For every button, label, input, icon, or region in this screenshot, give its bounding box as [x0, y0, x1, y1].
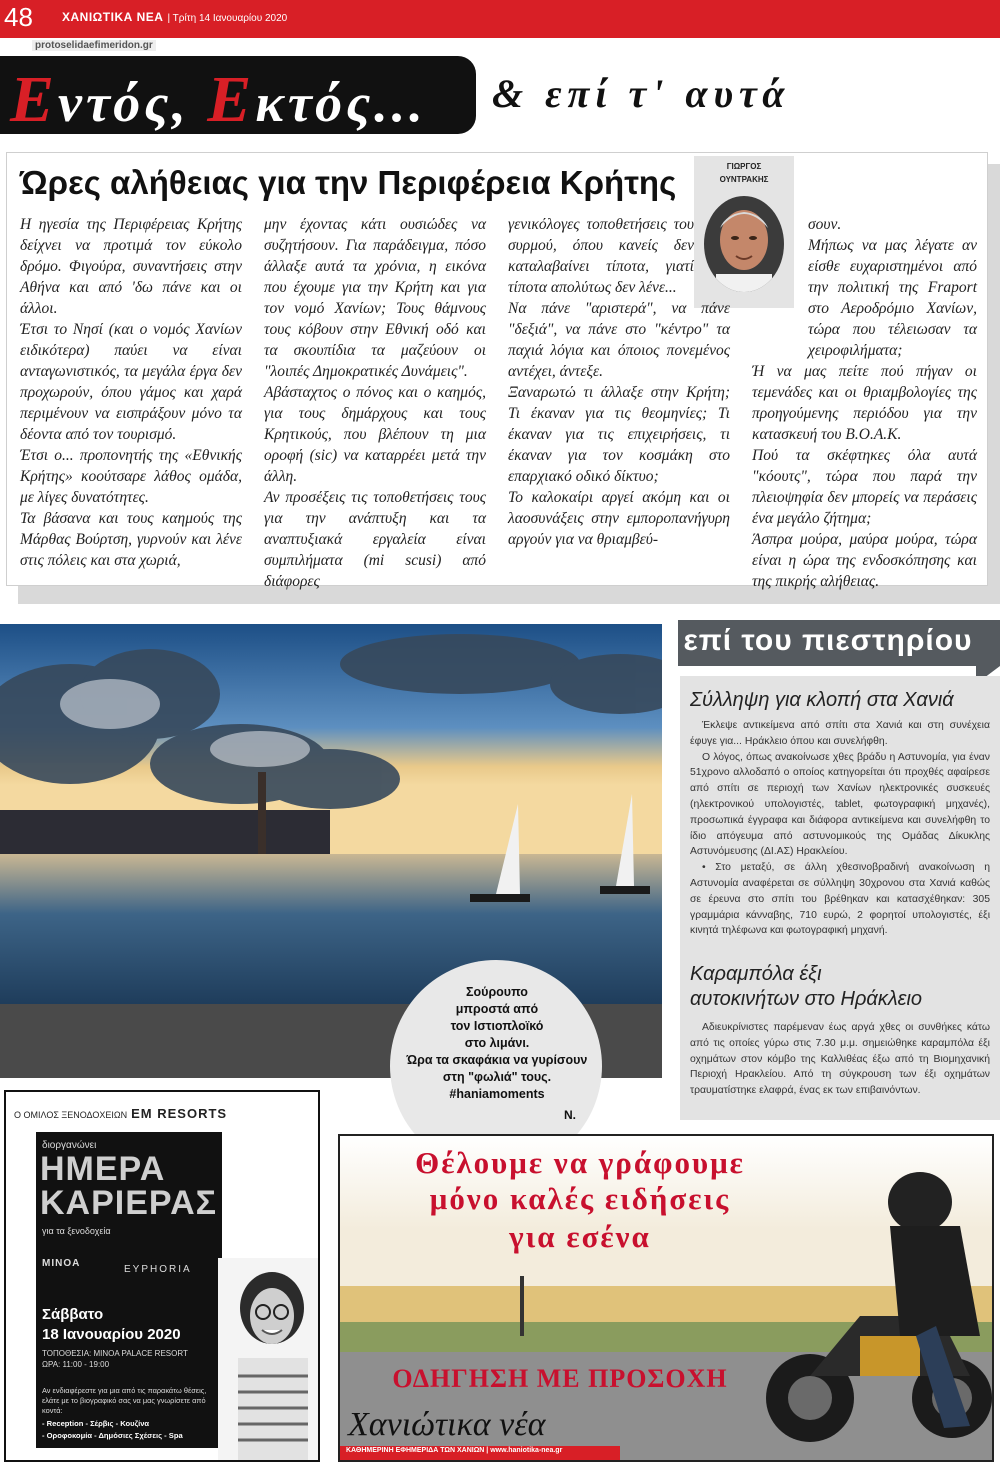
ad-hotel-minoa-logo: MINOA — [42, 1258, 81, 1269]
article-paragraph: Πού τα σκέφτηκες όλα αυτά "κόουτς", τώρα που παρά την πλειοψηφία δεν μπορείς να περάσεις ένα μεγάλο ζήτημα; — [752, 447, 977, 527]
press-story-2-title-line: αυτοκινήτων στο Ηράκλειο — [690, 988, 923, 1010]
press-paragraph: • Στο μεταξύ, σε άλλη χθεσινοβραδινή ανακοίνωση η Αστυνομία αναφέρεται σε σύλληψη 30χρονου στα Χανιά καθώς σε έρευνα στο σπίτι του βρέθηκαν και κατασχέθηκαν: 305 γραμμάρια κάνναβης, 710 ευρώ, 2 φορητοί υπολογιστές, έξι κινητά τηλέφωνα και φωτογραφική μηχανή. — [690, 862, 990, 937]
ad-location — [42, 1348, 218, 1370]
ad-hotel-group — [14, 1106, 227, 1121]
press-paragraph: Ο λόγος, όπως ανακοίνωσε χθες βράδυ η Αστυνομία, για έναν 51χρονο αλλοδαπό ο οποίος κατηγορείται ότι προχθές αφαίρεσε από σπίτι σε περιοχή των Χανίων ηλεκτρονικές συσκευές (ηλεκτρονικού υπολογιστές, tablet, φωτογραφική μηχανές), προσωπικά έγγραφα και διάφορα αντικείμενα και συνελήφθη το ίδιο απόγευμα από αστυνομικούς της Ομάδας Δίκυκλης Αστυνόμευσης (ΔΙ.ΑΣ) Ηρακλείου. — [690, 751, 990, 858]
ad-title-line-1: ΗΜΕΡΑ — [40, 1150, 166, 1188]
ad-strip-text: ΚΑΘΗΜΕΡΙΝΗ ΕΦΗΜΕΡΙΔΑ ΤΩΝ ΧΑΝΙΩΝ | www.haniotika-nea.gr — [346, 1447, 563, 1454]
article-paragraph: Η ηγεσία της Περιφέρειας Κρήτης δείχνει να προτιμά τον εύκολο δρόμο. Φιγούρα, συναντήσεις στην Αθήνα και από 'δω πάνε και οι άλλοι. — [20, 216, 242, 317]
section-title-cap-1: Ε — [10, 63, 59, 136]
caption-line: στο λιμάνι. — [464, 1036, 530, 1050]
photo-caption — [392, 984, 602, 1103]
press-paragraph: Έκλεψε αντικείμενα από σπίτι στα Χανιά και στη συνέχεια έφυγε για... Ηράκλειο όπου και συνελήφθη. — [690, 720, 990, 747]
caption-line: Σούρουπο — [466, 985, 528, 999]
article-paragraph: Αν προσέξεις τις τοποθετήσεις τους για την ανάπτυξη και τα αναπτυξιακά εργαλεία είναι συμπιλήματα (mi scusi) από διάφορες — [264, 489, 486, 590]
press-story-2-body — [690, 1020, 990, 1099]
caption-line: τον Ιστιοπλοϊκό — [450, 1019, 544, 1033]
ad-organizes: διοργανώνει — [42, 1140, 97, 1151]
press-paragraph: Αδιευκρίνιστες παρέμεναν έως αργά χθες οι συνθήκες κάτω από τις οποίες γύρω στις 7.30 μ.μ. σημειώθηκε καραμπόλα έξι οχημάτων στον κόμβο της Καλλιθέας έξω από τη Βιομηχανική Περιοχή Ηρακλείου. Από τη σύγκρουση των έξι οχημάτων τραυματίστηκε ελαφρά, ένας εκ των επιβαινόντων. — [690, 1022, 990, 1097]
article-headline: Ώρες αλήθειας για την Περιφέρεια Κρήτης — [20, 164, 677, 201]
ad-location-line: ΤΟΠΟΘΕΣΙΑ: MINOA PALACE RESORT — [42, 1349, 188, 1358]
caption-signature: Ν. — [564, 1108, 576, 1122]
ad-brand-logo: EM RESORTS — [131, 1106, 228, 1121]
author-last-name: ΟΥΝΤΡΑΚΗΣ — [719, 175, 769, 184]
ad-hotel-euphoria-logo: EYPHORIA — [124, 1264, 192, 1275]
ad-newspaper-logo: Χανιώτικα νέα — [348, 1406, 546, 1443]
article-paragraph: Αβάσταχτος ο πόνος και ο καημός, για τους δημάρχους και τους Κρητικούς, που βλέπουν τη μια οροφή (sic) να καταρρέει μετά την άλλη. — [264, 384, 486, 485]
article-paragraph: Το καλοκαίρι αργεί ακόμη και οι λαοσυνάξεις στην εμποροπανήγυρη αργούν για να θριαμβεύ- — [508, 489, 730, 548]
caption-hashtag: #haniamoments — [449, 1087, 545, 1101]
ad-for-hotels: για τα ξενοδοχεία — [42, 1226, 111, 1236]
article-paragraph: Να πάνε "αριστερά", να πάνε "δεξιά", να πάνε στο "κέντρο" τα παχιά λόγια και όποιος πονεμένος αντέχει, άντεξε. — [508, 300, 730, 380]
ad-headline-line-2: μόνο καλές ειδήσεις — [429, 1181, 731, 1216]
ad-headline-line-1: Θέλουμε να γράφουμε — [415, 1145, 745, 1180]
article-column-3 — [508, 214, 730, 550]
paper-name: ΧΑΝΙΩΤΙΚΑ ΝΕΑ — [62, 10, 164, 24]
caption-line: Ώρα τα σκαφάκια να γυρίσουν — [406, 1053, 588, 1067]
section-subtitle: & επί τ' αυτά — [492, 71, 791, 116]
ad-position-line: - Reception - Σέρβις - Κουζίνα — [42, 1419, 150, 1428]
ad-positions — [42, 1418, 183, 1442]
page-number: 48 — [4, 2, 33, 32]
ad-day: Σάββατο — [42, 1306, 104, 1323]
caption-line: στη "φωλιά" τους. — [442, 1070, 552, 1084]
ad-title-line-2: ΚΑΡΙΕΡΑΣ — [40, 1184, 218, 1222]
ad-woman-photo — [218, 1258, 320, 1462]
caption-line: μπροστά από — [455, 1002, 539, 1016]
section-title-word-1: ντός, — [58, 73, 208, 133]
road-safety-ad — [338, 1134, 994, 1462]
article-paragraph: Έτσι ο... προπονητής της «Εθνικής Κρήτης» κοούτσαρε λάθος ομάδα, με λίγες δυνατότητες. — [20, 447, 242, 506]
ad-position-line: - Οροφοκομία - Δημόσιες Σχέσεις - Spa — [42, 1431, 183, 1440]
section-title-cap-2: Ε — [207, 63, 256, 136]
ad-group-label: Ο ΟΜΙΛΟΣ ΞΕΝΟΔΟΧΕΙΩΝ — [14, 1110, 128, 1120]
section-title — [10, 62, 427, 138]
press-story-1-title: Σύλληψη για κλοπή στα Χανιά — [690, 689, 954, 711]
article-paragraph: μην έχοντας κάτι ουσιώδες να συζητήσουν. Για παράδειγμα, πόσο άλλαξε αυτά τα χρόνια, η εικόνα που έχουμε για την Κρήτη και για τον νομό Χανίων; Τους θάμνους τους κόβουν στην Εθνική οδό και τα σκουπίδια τα μαζεύουν οι "λοιπές Δημοκρατικές Δυνάμεις". — [264, 216, 486, 380]
article-paragraph: Άσπρα μούρα, μαύρα μούρα, τώρα είναι η ώρα της ενδοσκόπησης και της πικρής αλήθειας. — [752, 531, 977, 590]
ad-hours-line: ΩΡΑ: 11:00 - 19:00 — [42, 1360, 110, 1369]
issue-date: | Τρίτη 14 Ιανουαρίου 2020 — [167, 13, 288, 24]
article-paragraph: σουν. — [808, 216, 842, 233]
press-story-1-body — [690, 718, 990, 939]
press-story-2-title-line: Καραμπόλα έξι — [690, 963, 822, 985]
watermark: protoselidaefimeridon.gr — [32, 40, 156, 51]
career-day-ad — [4, 1090, 320, 1462]
press-story-2-title — [690, 962, 922, 1012]
article-paragraph: Τα βάσανα και τους καημούς της Μάρθας Βούρτση, γυρνούν και λένε στις πόλεις και στα χωριά, — [20, 510, 242, 569]
article-column-2 — [264, 214, 486, 592]
article-paragraph: Έτσι το Νησί (και ο νομός Χανίων ειδικότερα) παύει να είναι ανταγωνιστικός, τα μεγάλα έργα δεν προχωρούν, όπου γάμος και χαρά περιμένουν να εισπράξουν μόνο τα δέοντα από τον τουρισμό. — [20, 321, 242, 443]
ad-slogan: ΟΔΗΓΗΣΗ ΜΕ ΠΡΟΣΟΧΗ — [392, 1364, 728, 1393]
article-column-1 — [20, 214, 242, 571]
masthead — [62, 10, 287, 24]
ad-headline-line-3: για εσένα — [509, 1219, 651, 1254]
article-paragraph: Ή να μας πείτε πού πήγαν οι τεμενάδες και οι θριαμβολογίες της προηγούμενης περιόδου για την κατασκευή του Β.Ο.Α.Κ. — [752, 363, 977, 443]
author-first-name: ΓΙΩΡΓΟΣ — [726, 162, 762, 171]
ad-info: Αν ενδιαφέρεστε για μια από τις παρακάτω θέσεις, ελάτε με το βιογραφικό σας να μας γνωρίσετε από κοντά: — [42, 1386, 207, 1415]
article-column-4 — [752, 214, 977, 592]
article-paragraph: Ξαναρωτώ τι άλλαξε στην Κρήτη; Τι έκαναν για τις θεομηνίες; Τι έκαναν για τις επιχειρήσεις, τι έκαναν για τον κοσμάκη στο επαρχιακό οδικό δίκτυο; — [508, 384, 730, 485]
author-name — [694, 160, 794, 186]
article-paragraph: γενικόλογες τοποθετήσεις του συρμού, όπου κανείς δεν καταλαβαίνει τίποτα, γιατί τίποτα απολύτως δεν λένε... — [508, 216, 694, 296]
section-title-word-2: κτός... — [255, 73, 427, 133]
press-header-title: επί του πιεστηρίου — [683, 624, 973, 657]
ad-date: 18 Ιανουαρίου 2020 — [42, 1326, 181, 1343]
article-paragraph: Μήπως να μας λέγατε αν είσθε ευχαριστημένοι από την πολιτική της Fraport στο Αεροδρόμιο Χανίων, τώρα που τέλειωσαν τα χειροφιλήματα; — [808, 237, 977, 359]
